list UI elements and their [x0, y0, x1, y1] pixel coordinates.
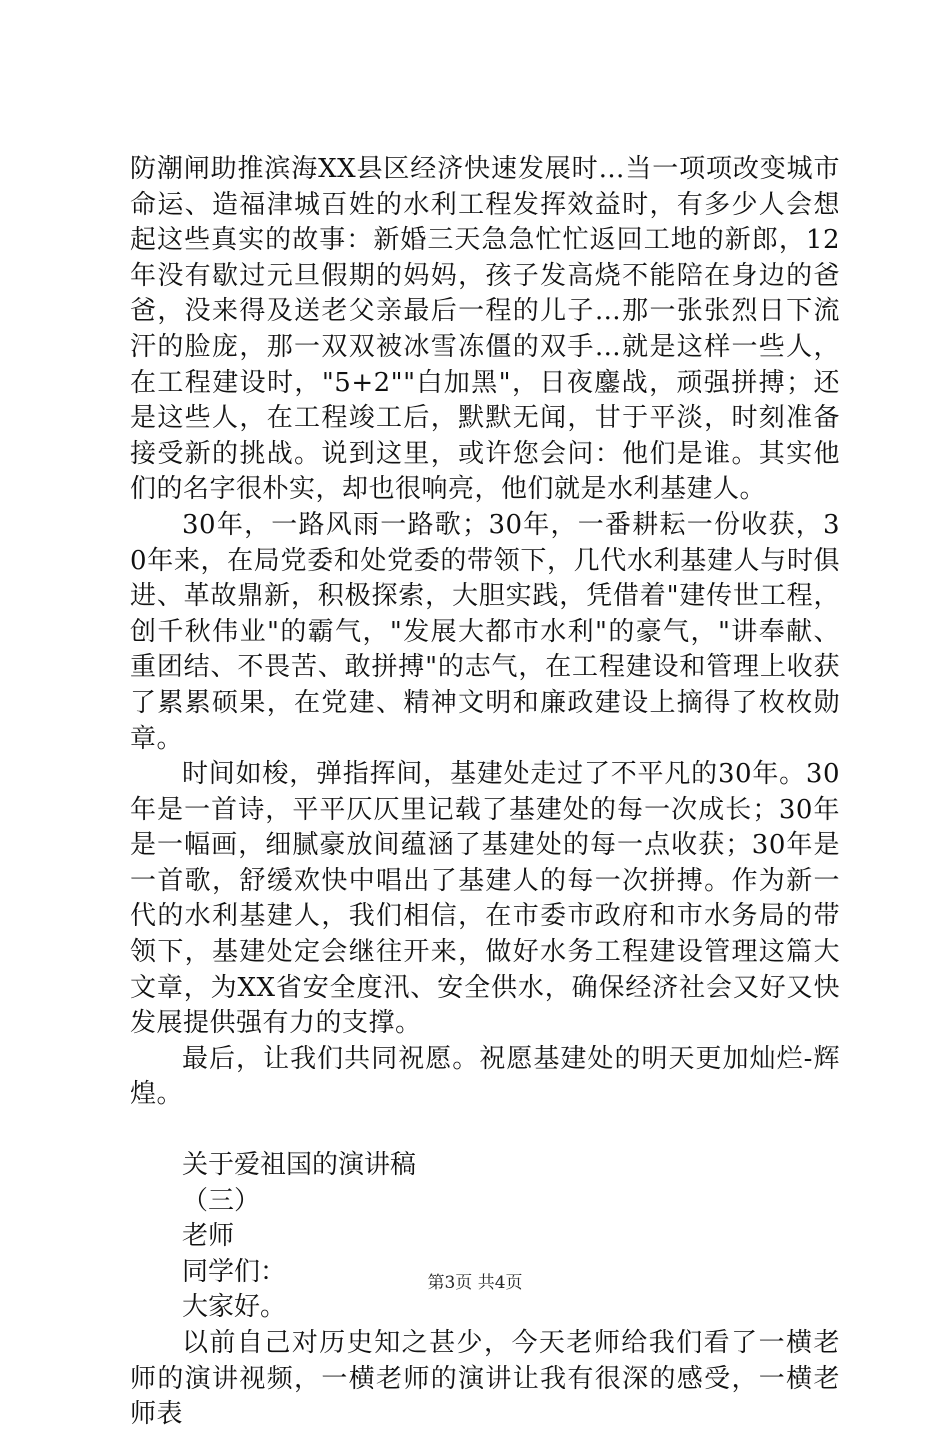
section-title: 关于爱祖国的演讲稿: [182, 1150, 417, 1181]
paragraph-4: 最后，让我们共同祝愿。祝愿基建处的明天更加灿烂-辉煌。: [130, 1043, 840, 1110]
page-footer: 第3页 共4页: [427, 1273, 523, 1293]
greeting-students: 同学们：: [182, 1256, 287, 1287]
greeting-teacher: 老师: [182, 1221, 235, 1252]
paragraph-2: 30年，一路风雨一路歌；30年，一番耕耘一份收获，30年来，在局党委和处党委的带领下，几代水利基建人与时俱进、革故鼎新，积极探索，大胆实践，凭借着"建传世工程，创千秋伟业"的霸气，"发展大都市水利"的豪气，"讲奉献、重团结、不畏苦、敢拼搏"的志气，在工程建设和管理上收获了累累硕果，在党建、精神文明和廉政建设上摘得了枚枚勋章。: [130, 509, 840, 754]
section-body: 以前自己对历史知之甚少，今天老师给我们看了一横老师的演讲视频，一横老师的演讲让我有很深的感受，一横老师表: [130, 1328, 840, 1430]
page-content: [130, 152, 840, 1433]
paragraph-1: 防潮闸助推滨海XX县区经济快速发展时…当一项项改变城市命运、造福津城百姓的水利工程发挥效益时，有多少人会想起这些真实的故事：新婚三天急急忙忙返回工地的新郎，12年没有歇过元旦假期的妈妈，孩子发高烧不能陪在身边的爸爸，没来得及送老父亲最后一程的儿子…那一张张烈日下流汗的脸庞，那一双双被冰雪冻僵的双手…就是这样一些人，在工程建设时，"5+2""白加黑"，日夜鏖战，顽强拼搏；还是这些人，在工程竣工后，默默无闻，甘于平淡，时刻准备接受新的挑战。说到这里，或许您会问：他们是谁。其实他们的名字很朴实，却也很响亮，他们就是水利基建人。: [130, 154, 840, 505]
section-spacer: [130, 1113, 840, 1148]
paragraph-3: 时间如梭，弹指挥间，基建处走过了不平凡的30年。30年是一首诗，平平仄仄里记载了基建处的每一次成长；30年是一幅画，细腻豪放间蕴涵了基建处的每一点收获；30年是一首歌，舒缓欢快中唱出了基建人的每一次拼搏。作为新一代的水利基建人，我们相信，在市委市政府和市水务局的带领下，基建处定会继往开来，做好水务工程建设管理这篇大文章，为XX省安全度汛、安全供水，确保经济社会又好又快发展提供强有力的支撑。: [130, 759, 840, 1039]
section-number: （三）: [182, 1185, 261, 1216]
greeting-hello: 大家好。: [182, 1292, 287, 1323]
